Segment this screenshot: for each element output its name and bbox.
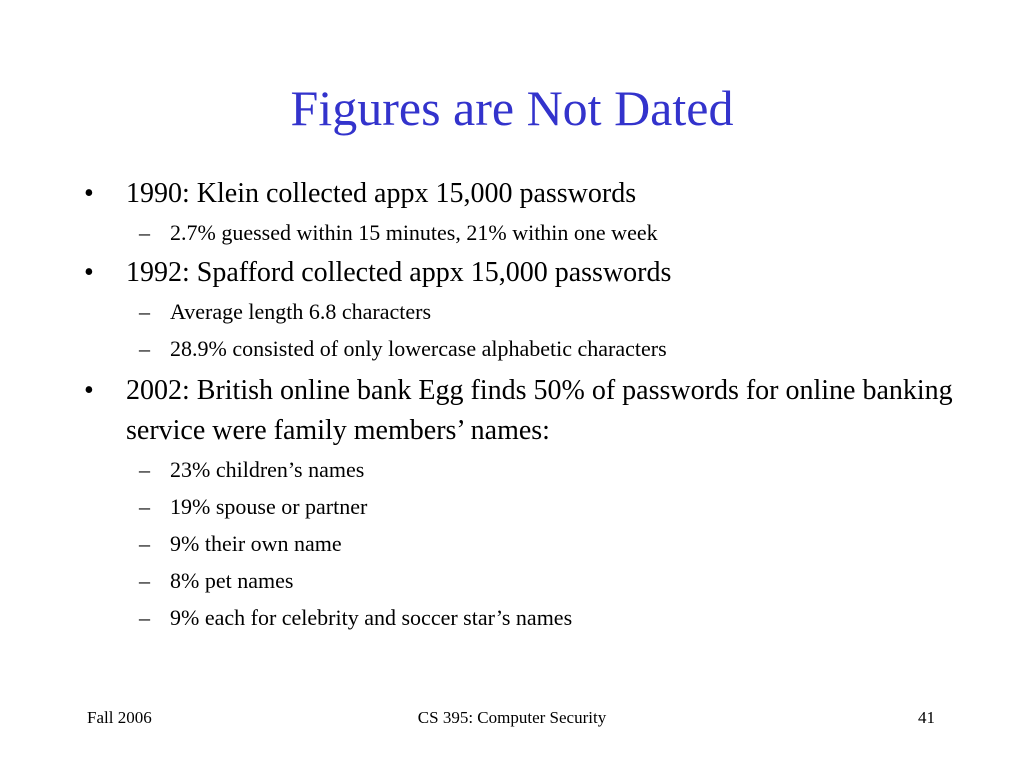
dash-marker: – [139, 299, 150, 324]
dash-marker: – [139, 568, 150, 593]
bullet-marker: • [84, 375, 94, 406]
sub-bullet-3-5 [84, 599, 984, 636]
bullet-3 [84, 371, 984, 451]
bullet-text: 1990: Klein collected appx 15,000 passwords [126, 178, 637, 209]
sub-bullet-1-1 [84, 214, 984, 251]
sub-bullet-text: 2.7% guessed within 15 minutes, 21% within one week [170, 220, 658, 245]
footer-page-number: 41 [918, 708, 935, 727]
dash-marker: – [139, 220, 150, 245]
bullet-marker: • [84, 178, 94, 209]
sub-bullet-text: 9% their own name [170, 531, 342, 556]
sub-bullet-2-2 [84, 330, 984, 367]
dash-marker: – [139, 531, 150, 556]
dash-marker: – [139, 605, 150, 630]
sub-bullet-3-2 [84, 488, 984, 525]
bullet-1 [84, 174, 984, 214]
bullet-text: 1992: Spafford collected appx 15,000 passwords [126, 257, 672, 288]
dash-marker: – [139, 494, 150, 519]
bullet-2 [84, 253, 984, 293]
sub-bullet-text: 9% each for celebrity and soccer star’s names [170, 605, 573, 630]
sub-bullet-3-3 [84, 525, 984, 562]
sub-bullet-text: Average length 6.8 characters [170, 299, 432, 324]
sub-bullet-text: 8% pet names [170, 568, 294, 593]
slide-title: Figures are Not Dated [290, 80, 734, 136]
sub-bullet-text: 23% children’s names [170, 457, 365, 482]
sub-bullet-text: 28.9% consisted of only lowercase alphabetic characters [170, 336, 667, 361]
sub-bullet-3-4 [84, 562, 984, 599]
slide-body [84, 174, 984, 636]
sub-bullet-text: 19% spouse or partner [170, 494, 368, 519]
footer-course: CS 395: Computer Security [417, 708, 607, 727]
footer-date: Fall 2006 [87, 708, 152, 727]
dash-marker: – [139, 457, 150, 482]
sub-bullet-2-1 [84, 293, 984, 330]
bullet-marker: • [84, 257, 94, 288]
sub-bullet-3-1 [84, 451, 984, 488]
bullet-text: 2002: British online bank Egg finds 50% of passwords for online banking service were family members’ names: [126, 375, 953, 446]
dash-marker: – [139, 336, 150, 361]
